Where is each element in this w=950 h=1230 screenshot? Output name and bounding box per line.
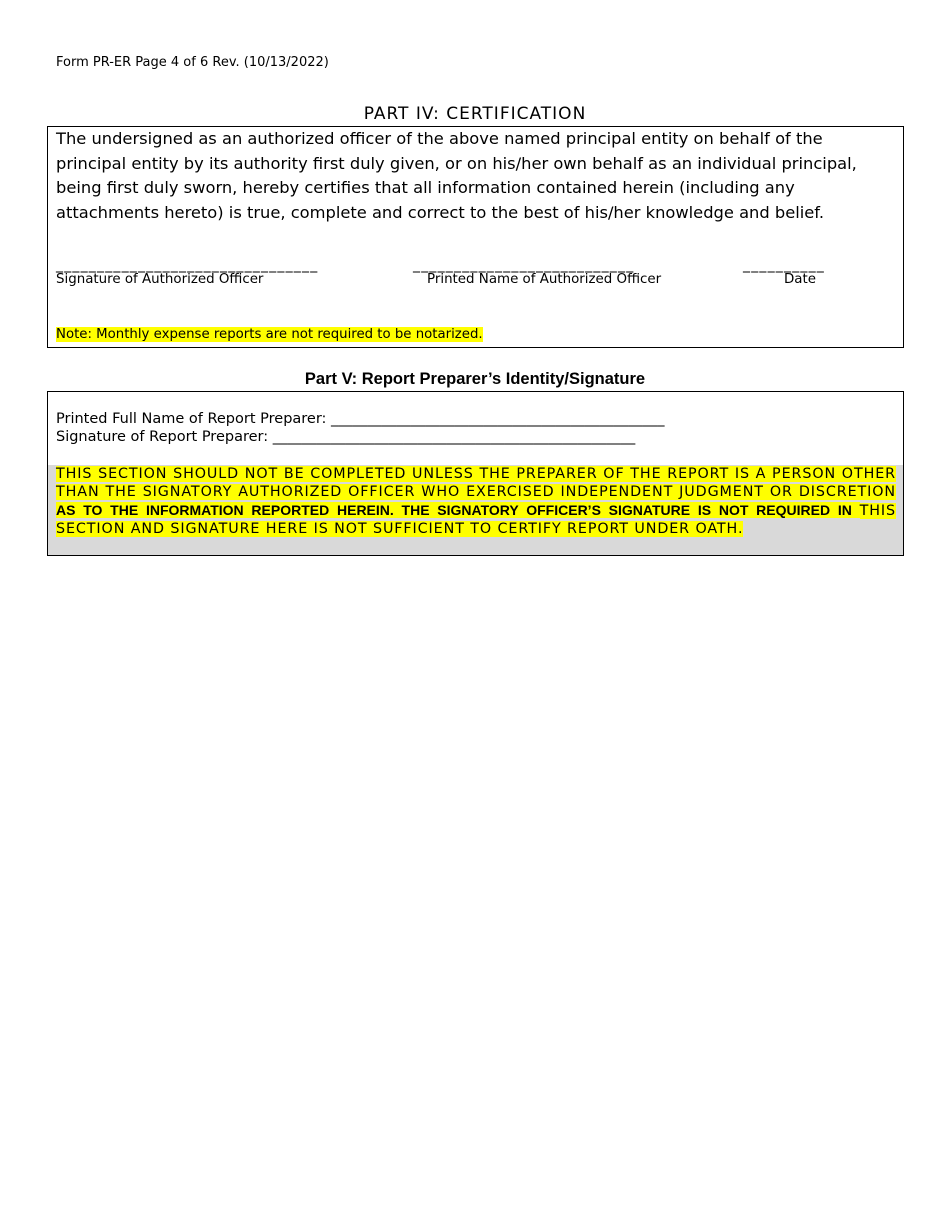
preparer-name-row: [56, 411, 665, 427]
signature-label: Signature of Authorized Officer: [56, 272, 264, 287]
certification-box: [47, 126, 904, 348]
warning-part3: THIS SECTION AND SIGNATURE HERE IS NOT SUFFICIENT TO CERTIFY REPORT UNDER OATH.: [56, 503, 896, 537]
date-label: Date: [784, 272, 817, 287]
preparer-signature-label: Signature of Report Preparer:: [56, 429, 273, 445]
warning-part2: AS TO THE INFORMATION REPORTED HEREIN. THE SIGNATORY OFFICER’S SIGNATURE IS NOT REQUIRED IN: [56, 502, 860, 518]
signature-line[interactable]: ________________________________: [56, 257, 319, 273]
warning-part1: THIS SECTION SHOULD NOT BE COMPLETED UNLESS THE PREPARER OF THE REPORT IS A PERSON OTHER THAN THE SIGNATORY AUTHORIZED OFFICER WHO EXERCISED INDEPENDENT JUDGMENT OR DISCRETION: [56, 466, 896, 500]
notarization-note: Note: Monthly expense reports are not required to be notarized.: [56, 327, 483, 342]
preparer-box: [47, 391, 904, 556]
printed-name-label: Printed Name of Authorized Officer: [427, 272, 662, 287]
preparer-name-line[interactable]: ______________________________________________: [331, 411, 665, 427]
printed-name-line[interactable]: ___________________________: [413, 257, 635, 273]
date-line[interactable]: __________: [743, 257, 825, 273]
form-header: Form PR-ER Page 4 of 6 Rev. (10/13/2022): [56, 55, 329, 70]
certification-text: The undersigned as an authorized officer of the above named principal entity on behalf of the principal entity by its authority first duly given, or on his/her own behalf as an individual principal, being first duly sworn, hereby certifies that all information contained herein (including any attachments hereto) is true, complete and correct to the best of his/her knowledge and belief.: [56, 129, 857, 223]
warning-text: [56, 465, 896, 538]
part4-title: PART IV: CERTIFICATION: [363, 104, 587, 124]
part5-title: Part V: Report Preparer’s Identity/Signature: [304, 370, 646, 388]
preparer-signature-row: [56, 429, 635, 445]
preparer-signature-line[interactable]: __________________________________________________: [272, 429, 636, 445]
preparer-name-label: Printed Full Name of Report Preparer:: [56, 411, 332, 427]
warning-section: [48, 465, 903, 555]
